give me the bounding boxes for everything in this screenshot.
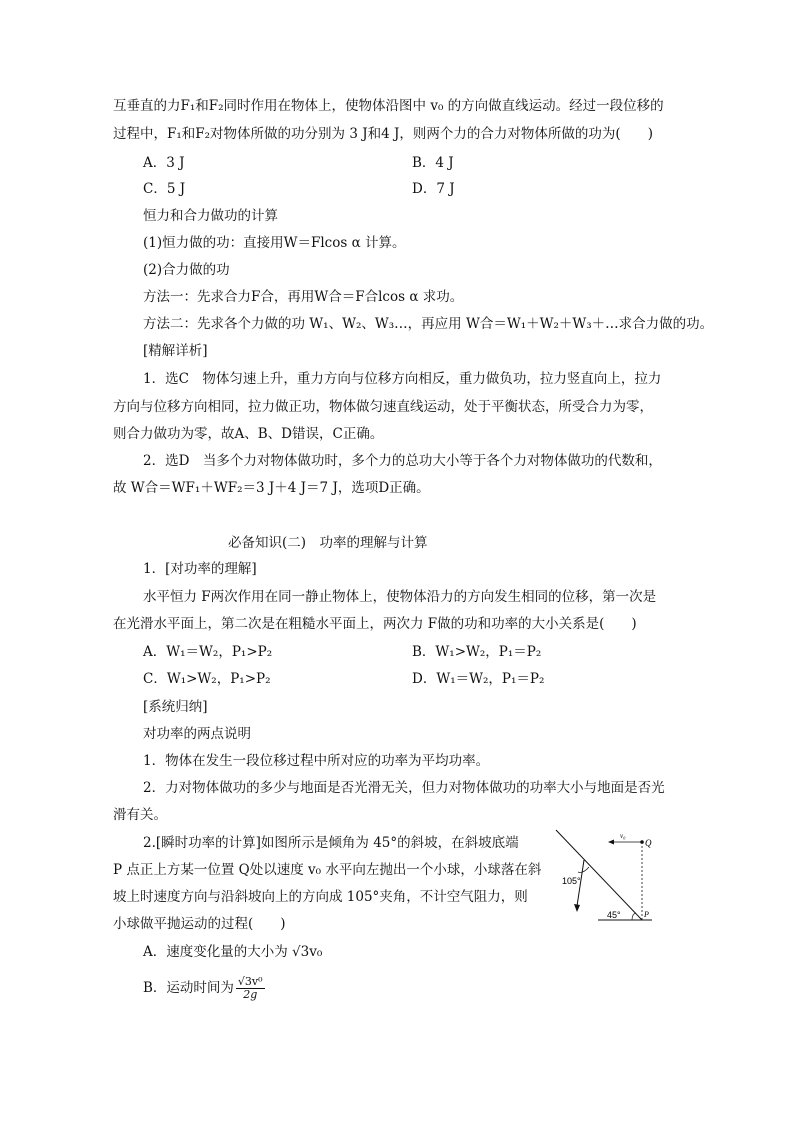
slope-line	[556, 830, 642, 920]
question-text-line: 过程中，F₁和F₂对物体所做的功分别为 3 J和4 J，则两个力的合力对物体所做的功为( )	[113, 126, 653, 142]
question-2-line: P 点正上方某一位置 Q处以速度 v₀ 水平向左抛出一个小球，小球落在斜	[113, 862, 542, 878]
angle-arc-105	[578, 867, 589, 872]
label-q: Q	[645, 838, 652, 848]
fraction	[236, 976, 265, 1001]
question-2-line: 坡上时速度方向与沿斜坡向上的方向成 105°夹角，不计空气阻力，则	[113, 889, 528, 905]
v0-arrowhead	[608, 840, 614, 845]
label-p: P	[644, 910, 649, 919]
ball-q	[640, 840, 644, 844]
summary-title-2: 对功率的两点说明	[143, 726, 251, 742]
summary-item-1: (1)恒力做的功：直接用W＝Flcos α 计算。	[143, 235, 406, 251]
summary-point-2-cont: 滑有关。	[113, 807, 167, 823]
fraction-numerator: √3v⁰	[237, 975, 263, 988]
section-title: 必备知识(二) 功率的理解与计算	[228, 535, 428, 551]
velocity-arrowhead	[574, 904, 580, 912]
option-d: D．7 J	[412, 181, 455, 197]
answer-1-line: 则合力做功为零，故A、B、D错误，C正确。	[113, 426, 384, 442]
summary-method-1: 方法一：先求合力F合，再用W合＝F合lcos α 求功。	[143, 289, 464, 305]
answer-1-line: 方向与位移方向相同，拉力做正功，物体做匀速直线运动，处于平衡状态，所受合力为零，	[113, 399, 653, 415]
q1-option-d: D．W₁＝W₂，P₁＝P₂	[412, 671, 545, 687]
summary-method-2: 方法二：先求各个力做的功 W₁、W₂、W₃…，再应用 W合＝W₁＋W₂＋W₃＋…求合力做的功。	[143, 316, 714, 332]
question-1-line: 在光滑水平面上，第二次是在粗糙水平面上，两次力 F做的功和功率的大小关系是( )	[113, 616, 637, 632]
summary-point-2: 2．力对物体做功的多少与地面是否光滑无关，但力对物体做功的功率大小与地面是否光	[143, 780, 665, 796]
answer-2-line: 故 W合＝WF₁＋WF₂＝3 J＋4 J＝7 J，选项D正确。	[113, 480, 430, 496]
question-2-line: 2.[瞬时功率的计算]如图所示是倾角为 45°的斜坡，在斜坡底端	[143, 835, 519, 851]
label-v0: v₀	[620, 832, 626, 840]
label-45: 45°	[607, 910, 621, 920]
option-a: A．3 J	[143, 155, 185, 171]
angle-arc-45	[632, 913, 636, 920]
q1-option-a: A．W₁＝W₂，P₁>P₂	[143, 644, 273, 660]
q1-option-c: C．W₁>W₂，P₁>P₂	[143, 671, 271, 687]
summary-header: [系统归纳]	[143, 699, 208, 715]
q2-option-b-label: B．运动时间为	[143, 980, 234, 996]
summary-title: 恒力和合力做功的计算	[143, 208, 278, 224]
summary-item-2: (2)合力做的功	[143, 262, 230, 278]
option-b: B．4 J	[412, 155, 454, 171]
q2-option-b	[143, 976, 265, 1001]
option-c: C．5 J	[143, 181, 186, 197]
label-105: 105°	[562, 876, 581, 886]
q1-option-b: B．W₁>W₂，P₁＝P₂	[412, 644, 542, 660]
question-text-line: 互垂直的力F₁和F₂同时作用在物体上，使物体沿图中 v₀ 的方向做直线运动。经过一段位移的	[113, 98, 664, 114]
summary-point-1: 1．物体在发生一段位移过程中所对应的功率为平均功率。	[143, 753, 490, 769]
question-1-tag: 1．[对功率的理解]	[143, 561, 257, 577]
question-1-line: 水平恒力 F两次作用在同一静止物体上，使物体沿力的方向发生相同的位移，第一次是	[143, 589, 657, 605]
slope-diagram	[548, 826, 658, 926]
answer-2-line: 2．选D 当多个力对物体做功时，多个力的总功大小等于各个力对物体做功的代数和，	[143, 453, 662, 469]
fraction-denominator: 2g	[243, 988, 258, 1001]
answer-1-line: 1．选C 物体匀速上升，重力方向与位移方向相反，重力做负功，拉力竖直向上，拉力	[143, 371, 662, 387]
question-2-line: 小球做平抛运动的过程( )	[113, 916, 286, 932]
explanation-header: [精解详析]	[143, 343, 208, 359]
q2-option-a: A．速度变化量的大小为 √3v₀	[143, 944, 323, 960]
